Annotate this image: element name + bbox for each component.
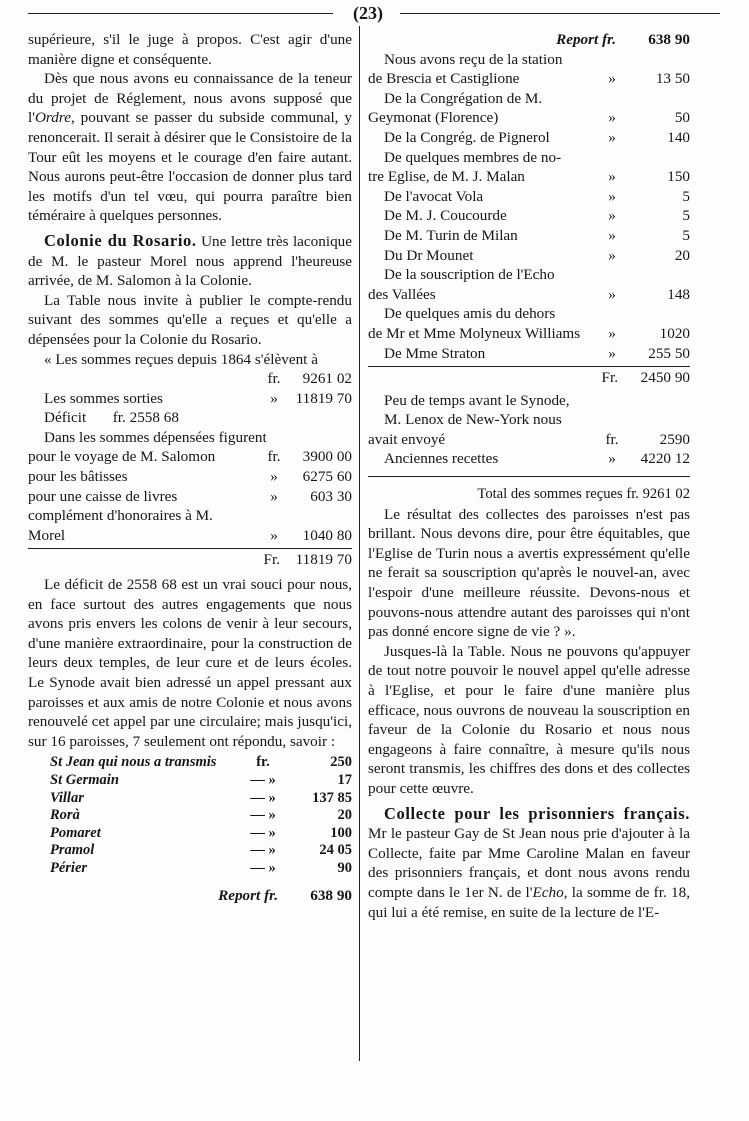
column-divider xyxy=(359,26,360,1061)
paragraph-rosario-intro: Colonie du Rosario. Une lettre très laconique de M. le pasteur Morel nous apprend l'heureuse arrivée, de M. Salomon à la Colonie. xyxy=(28,230,352,290)
left-column xyxy=(28,30,352,905)
paragraph-collecte: Collecte pour les prisonniers français. Mr le pasteur Gay de St Jean nous prie d'ajouter à la Collecte, faite par Mme Caroline Malan en faveur des prisonniers français, et dont nous avons rendu compte dans le 1er N. de l'Echo, la somme de fr. 18, qui lui a été remise, en suite de la lecture de l'E- xyxy=(368,803,690,921)
donation-entry: De la Congrég. de Pignerol » 140 xyxy=(384,128,690,146)
parish-row: Pomaret — » 100 xyxy=(50,824,352,841)
donation-entry: De Mme Straton » 255 50 xyxy=(384,344,690,362)
right-column xyxy=(368,30,690,922)
parish-row: St Jean qui nous a transmis fr. 250 xyxy=(50,754,352,771)
section-title-collecte: Collecte pour les prisonniers français. xyxy=(384,803,690,823)
parish-row: Pramol — » 24 05 xyxy=(50,842,352,859)
donation-entry: De l'avocat Vola » 5 xyxy=(384,187,690,205)
donation-list xyxy=(368,50,690,364)
donation-entry: De quelques amis du dehors de Mr et Mme Molyneux Williams » 1020 xyxy=(368,305,690,342)
donation-entry: Du Dr Mounet » 20 xyxy=(384,246,690,264)
separator-rule xyxy=(368,476,690,477)
account-voyage-row: pour le voyage de M. Salomon fr. 3900 00 xyxy=(28,448,352,466)
account-block xyxy=(28,350,352,571)
section-title-rosario: Colonie du Rosario. xyxy=(44,230,197,250)
total-received: Total des sommes reçues fr. 9261 02 xyxy=(477,486,690,503)
donation-entry: De quelques membres de no- tre Eglise, de M. J. Malan » 150 xyxy=(368,148,690,186)
donation-entry: Nous avons reçu de la station de Brescia et Castiglione » 13 50 xyxy=(368,50,690,88)
account-sorties-row: Les sommes sorties » 11819 70 xyxy=(44,389,352,407)
account-recues-label: « Les sommes reçues depuis 1864 s'élèvent à xyxy=(44,350,318,368)
parish-row: St Germain — » 17 xyxy=(50,771,352,788)
right-report-row: Report fr. 638 90 xyxy=(556,31,690,48)
account-total-row: Fr. 11819 70 xyxy=(28,548,352,570)
paragraph-jusques: Jusques-là la Table. Nous ne pouvons qu'appuyer de tout notre pouvoir le nouvel appel qu'elle adresse à l'Eglise, et pour le faire d'une manière plus efficace, nous ouvrons de nouveau la souscription en faveur de la Colonie du Rosario et nous nous engageons à faire connaître, à mesure qu'ils nous seront transmis, les chiffres des dons et des collectes pour cette œuvre. xyxy=(368,642,690,797)
parish-row: Rorà — » 20 xyxy=(50,807,352,824)
paragraph-deficit: Le déficit de 2558 68 est un vrai souci pour nous, en face surtout des autres engagements que nous avons pris envers les colons de venir à leur secours, d'une manière extraordinaire, pour la construction de leurs deux temples, de leur cure et de leurs écoles. Le Synode avait bien adressé un appel pressant aux paroisses et aux amis de notre Colonie et nous avons renouvelé cet appel par une circulaire; mais jusqu'ici, sur 16 paroisses, 7 seulement ont répondu, savoir : xyxy=(28,576,352,750)
header-rule-left xyxy=(28,13,333,14)
account-livres-row: pour une caisse de livres » 603 30 xyxy=(28,487,352,505)
donation-entry: De M. J. Coucourde » 5 xyxy=(384,207,690,225)
anciennes-recettes-row: Anciennes recettes » 4220 12 xyxy=(384,450,690,468)
account-batisses-row: pour les bâtisses » 6275 60 xyxy=(28,468,352,486)
lenox-entry: Peu de temps avant le Synode, M. Lenox de New-York nous avait envoyé fr. 2590 xyxy=(368,391,690,448)
account-recues-row: fr. 9261 02 xyxy=(267,370,352,388)
header-rule-right xyxy=(400,13,720,14)
page-number: (23) xyxy=(353,3,383,23)
paragraph-reglement: Dès que nous avons eu connaissance de la teneur du projet de Réglement, nous avons supposé que l'Ordre, pouvant se passer du subside communal, y renoncerait. Il serait à désirer que le Consistoire de la Tour eût les moyens et le courage d'en faire autant. Nous aurons peut-être l'occasion de donner plus tard les motifs d'un tel vœu, qui pourra paraître bien téméraire à quelques personnes. xyxy=(28,70,352,225)
paragraph-table-invite: La Table nous invite à publier le compte-rendu suivant des sommes qu'elle a reçues et qu'elle a dépensées pour la Colonie du Rosario. xyxy=(28,291,352,348)
account-deficit-row: Déficit fr. 2558 68 xyxy=(44,409,179,427)
left-report-row: Report fr. 638 90 xyxy=(218,886,352,904)
donation-entry: De la souscription de l'Echo des Vallées » 148 xyxy=(368,266,690,303)
parish-list xyxy=(28,754,352,877)
parish-row: Villar — » 137 85 xyxy=(50,789,352,806)
parish-row: Périer — » 90 xyxy=(50,859,352,876)
donation-entry: De M. Turin de Milan » 5 xyxy=(384,226,690,244)
account-depenses-intro: Dans les sommes dépensées figurent xyxy=(44,428,267,446)
page-header xyxy=(28,4,720,22)
donation-sum-row: Fr. 2450 90 xyxy=(368,366,690,388)
account-honoraires-label: complément d'honoraires à M. xyxy=(28,507,213,525)
donation-entry: De la Congrégation de M. Geymonat (Florence) » 50 xyxy=(368,89,690,127)
paragraph-resultat: Le résultat des collectes des paroisses n'est pas brillant. Nous devons dire, pour être équitables, que l'Eglise de Turin nous a avertis expressément qu'elle ne ferait sa souscription qu'après le nouvel-an, avec l'espoir d'une meilleure réussite. Devons-nous et pouvons-nous attendre autant des paroisses qui n'ont pas donné encore signe de vie ? ». xyxy=(368,505,690,641)
paragraph-continuation: supérieure, s'il le juge à propos. C'est agir d'une manière digne et conséquente. xyxy=(28,31,352,68)
account-honoraires-row: Morel » 1040 80 xyxy=(28,526,352,544)
